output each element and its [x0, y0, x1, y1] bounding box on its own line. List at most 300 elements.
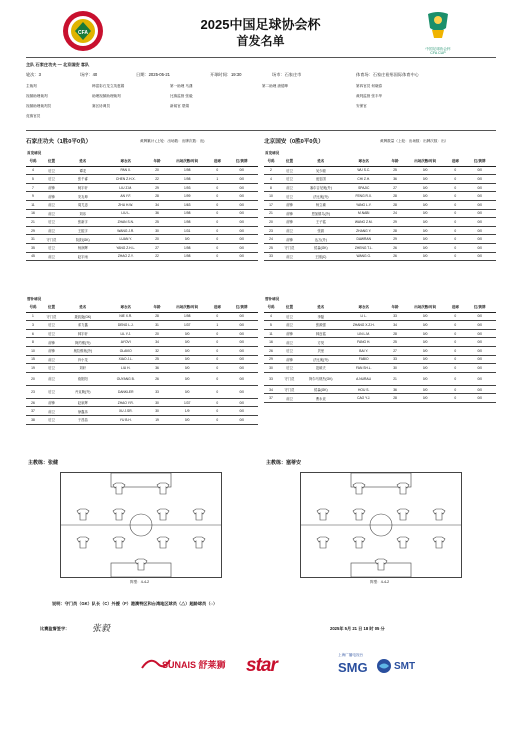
table-row [264, 192, 496, 201]
table-cell: WANG G. [341, 252, 387, 261]
table-cell: 29 [264, 355, 278, 364]
table-cell: 0/0 [403, 312, 447, 321]
table-cell: 前卫 [40, 226, 63, 235]
table-cell: 方昊 [301, 338, 340, 347]
table-cell: 1/31 [165, 226, 209, 235]
cfa-cup-logo [418, 10, 458, 54]
table-cell: 3 [26, 321, 40, 330]
table-cell: 张新宇 [63, 218, 102, 227]
column-header: 号码 [26, 304, 40, 312]
table-cell: 0/0 [463, 192, 496, 201]
table-cell: 24 [264, 235, 278, 244]
table-cell: 25 [149, 355, 165, 364]
column-header: 号码 [264, 158, 278, 166]
column-header: 姓名 [63, 158, 102, 166]
table-cell: 0/0 [225, 183, 258, 192]
teams-line: 主队 石家庄功夫 — 北京国安 客队 [26, 62, 90, 67]
away-formation: 阵型：4-4-2 [370, 580, 390, 584]
official-cell: 比赛监督 张毅 [170, 94, 193, 98]
table-cell: 0/0 [463, 218, 496, 227]
table-cell: LIL Y.J. [103, 329, 149, 338]
table-cell: 前卫 [40, 372, 63, 385]
table-cell: LIU Z.M. [103, 183, 149, 192]
home-coach: 主教练：张健 [28, 460, 59, 466]
table-cell: 0/0 [403, 243, 447, 252]
table-cell: 法比奥(外) [301, 355, 340, 364]
table-cell: 0/0 [463, 183, 496, 192]
table-cell: 0/0 [165, 346, 209, 355]
table-cell: 0/0 [403, 394, 447, 403]
table-row [26, 218, 258, 227]
table-cell: 周尤忠 [63, 200, 102, 209]
player-shirt-icon [353, 509, 365, 520]
table-cell: 0/0 [225, 209, 258, 218]
table-cell: 阮阳(GK) [63, 235, 102, 244]
column-header: 进球 [447, 158, 463, 166]
table-row [264, 385, 496, 394]
player-shirt-icon [113, 483, 125, 494]
table-cell: 15 [26, 355, 40, 364]
table-cell: 刘轩 [63, 364, 102, 373]
table-row [26, 252, 258, 261]
player-shirt-icon [113, 537, 125, 548]
table-cell: 2 [264, 166, 278, 175]
table-cell: 26 [264, 346, 278, 355]
table-cell: 0 [447, 226, 463, 235]
table-cell: 0/0 [403, 355, 447, 364]
table-cell: 1/98 [165, 243, 209, 252]
table-row [264, 364, 496, 373]
column-header: 姓名 [63, 304, 102, 312]
table-cell: 0/0 [463, 200, 496, 209]
table-row [264, 218, 496, 227]
table-cell: 后卫 [40, 385, 63, 398]
table-cell: 前卫 [278, 183, 301, 192]
table-cell: 0/0 [225, 200, 258, 209]
table-cell: 王振宇 [63, 226, 102, 235]
table-cell: 张源 [301, 226, 340, 235]
table-cell: LIU H. [103, 364, 149, 373]
table-cell: 0/0 [463, 209, 496, 218]
table-cell: 23 [26, 385, 40, 398]
table-cell: 0/0 [165, 235, 209, 244]
player-shirt-icon [157, 537, 169, 548]
city-field: 场市：石家庄市 [272, 72, 302, 77]
table-cell: PAN X. [103, 166, 149, 175]
table-cell: 28 [387, 329, 403, 338]
table-cell: 0/0 [165, 372, 209, 385]
table-cell: 肖小龙 [63, 355, 102, 364]
player-shirt-icon [353, 537, 365, 548]
table-cell: 阿尔马纳杰(GK) [301, 372, 340, 385]
table-cell: 0/0 [225, 235, 258, 244]
table-cell: 30 [149, 226, 165, 235]
table-cell: 王子铭 [301, 218, 340, 227]
table-cell: 0 [447, 346, 463, 355]
table-cell: 25 [387, 166, 403, 175]
table-cell: FABIO [341, 355, 387, 364]
table-cell: 0/0 [225, 243, 258, 252]
table-cell: 11 [264, 329, 278, 338]
table-cell: 守门员 [278, 372, 301, 385]
table-cell: 0/0 [463, 175, 496, 184]
table-cell: 29 [26, 226, 40, 235]
home-team-record: 石家庄功夫（1胜0平0负） [26, 139, 92, 145]
table-cell: FENG R.X. [341, 192, 387, 201]
table-cell: 后卫 [278, 166, 301, 175]
table-row [26, 209, 258, 218]
table-cell: 37 [264, 394, 278, 403]
table-cell: 后卫 [278, 346, 301, 355]
away-team-record: 北京国安（0胜0平0负） [264, 139, 324, 145]
table-cell: 王刚(C) [301, 252, 340, 261]
table-cell: YANG L.Y. [341, 200, 387, 209]
table-cell: 0/0 [165, 364, 209, 373]
table-cell: 30 [149, 407, 165, 416]
player-shirt-icon [193, 509, 205, 520]
table-cell: 0 [209, 372, 225, 385]
table-cell: 0/0 [463, 372, 496, 385]
table-row [26, 364, 258, 373]
table-row [264, 209, 496, 218]
table-cell: 29 [387, 218, 403, 227]
table-cell: FANG H. [341, 338, 387, 347]
column-header: 球衣名 [341, 158, 387, 166]
table-cell: 0 [209, 407, 225, 416]
table-cell: 0 [447, 218, 463, 227]
table-cell: 33 [264, 372, 278, 385]
table-cell: 前锋 [278, 355, 301, 364]
column-header: 红/黄牌 [463, 304, 496, 312]
table-cell: 27 [387, 346, 403, 355]
column-header: 位置 [278, 158, 301, 166]
table-cell: 22 [149, 175, 165, 184]
column-header: 出场次数/时间 [403, 158, 447, 166]
table-cell: 30 [264, 364, 278, 373]
table-cell: 0 [209, 398, 225, 407]
table-cell: 0 [209, 200, 225, 209]
column-header: 进球 [209, 158, 225, 166]
table-cell: WANG J.R. [103, 226, 149, 235]
table-cell: 1/98 [165, 252, 209, 261]
table-cell: ZHU H.W. [103, 200, 149, 209]
table-cell: 0 [209, 385, 225, 398]
table-header-row [26, 304, 258, 312]
table-cell: 1 [209, 175, 225, 184]
table-row [26, 329, 258, 338]
star-sponsor-logo: star [246, 655, 277, 676]
table-cell: 贝里 [301, 346, 340, 355]
table-cell: 7 [26, 183, 40, 192]
sunais-sponsor-logo: SUNAIS 舒莱狮 [140, 654, 220, 684]
table-row [264, 200, 496, 209]
table-row [264, 321, 496, 330]
official-cell: 视频助理裁判 [26, 94, 48, 98]
column-header: 出场次数/时间 [165, 158, 209, 166]
table-row [26, 192, 258, 201]
official-cell: 视频助理裁判员 [26, 104, 52, 108]
table-cell: 33 [387, 312, 403, 321]
table-cell: 0/0 [225, 321, 258, 330]
table-cell: 0 [447, 200, 463, 209]
table-cell: ZHANG Y. [341, 226, 387, 235]
table-cell: 31 [149, 321, 165, 330]
official-cell: 第二助理 唐德坤 [262, 84, 289, 88]
header-divider [26, 57, 496, 58]
table-cell: 34 [387, 321, 403, 330]
table-row [264, 252, 496, 261]
table-row [26, 415, 258, 424]
table-cell: 5 [264, 321, 278, 330]
table-cell: 前卫 [278, 394, 301, 403]
player-shirt-icon [113, 509, 125, 520]
table-cell: 安友坤 [63, 192, 102, 201]
smt-globe-icon [376, 658, 392, 674]
cfa-cup-caption: 中国足球协会杯 [425, 47, 451, 51]
table-cell: 0/0 [403, 252, 447, 261]
table-cell: 8 [26, 338, 40, 347]
table-cell: 0/0 [165, 385, 209, 398]
table-cell: CAO Y.J. [341, 394, 387, 403]
table-row [26, 346, 258, 355]
table-cell: 前卫 [278, 252, 301, 261]
table-cell: 前锋 [278, 329, 301, 338]
home-subs-table [26, 304, 258, 425]
table-cell: 6 [26, 329, 40, 338]
official-cell: 助理视频助理裁判 [92, 94, 121, 98]
table-cell: 后卫 [278, 364, 301, 373]
table-cell: 0/0 [225, 312, 258, 321]
table-cell: AN Y.F. [103, 192, 149, 201]
round-field: 轮次：3 [26, 72, 41, 77]
table-cell: 19 [26, 364, 40, 373]
player-shirt-icon [353, 483, 365, 494]
home-formation-pitch [60, 472, 222, 578]
table-cell: 柯宇轩 [63, 183, 102, 192]
table-cell: 0/0 [403, 200, 447, 209]
table-cell: 前锋 [278, 200, 301, 209]
table-cell: 0/0 [463, 252, 496, 261]
table-cell: 20 [149, 329, 165, 338]
table-cell: ZHAO Z.Y. [103, 252, 149, 261]
table-cell: 20 [149, 166, 165, 175]
table-cell: 28 [387, 226, 403, 235]
table-cell: 0/0 [225, 192, 258, 201]
table-cell: 31 [26, 235, 40, 244]
table-row [26, 372, 258, 385]
table-cell: OUYANG B. [103, 372, 149, 385]
table-cell: 0/0 [463, 338, 496, 347]
table-cell: 谭龙 [63, 166, 102, 175]
officials-divider [26, 130, 496, 131]
away-subs-title: 替补球员 [265, 297, 280, 301]
column-header: 号码 [26, 158, 40, 166]
player-shirt-icon [433, 537, 445, 548]
table-cell: 前锋 [40, 398, 63, 407]
table-cell: 前卫 [40, 209, 63, 218]
player-shirt-icon [397, 509, 409, 520]
table-cell: 1 [209, 321, 225, 330]
table-cell: 0/0 [225, 415, 258, 424]
table-cell: 26 [26, 398, 40, 407]
table-cell: 前锋 [278, 218, 301, 227]
table-cell: 0 [447, 252, 463, 261]
table-row [264, 346, 496, 355]
table-cell: AYOVI [103, 338, 149, 347]
table-cell: 杨立瑜 [301, 200, 340, 209]
table-cell: 0/0 [403, 166, 447, 175]
column-header: 红/黄牌 [225, 158, 258, 166]
table-cell: 后卫 [278, 175, 301, 184]
table-cell: 赵泉辉 [63, 398, 102, 407]
table-cell: 0 [209, 338, 225, 347]
table-cell: 0/0 [463, 355, 496, 364]
table-cell: 0/0 [225, 226, 258, 235]
table-cell: 0/0 [225, 338, 258, 347]
table-cell: 张源强 [301, 321, 340, 330]
table-cell: LIN L.M. [341, 329, 387, 338]
table-cell: 16 [26, 209, 40, 218]
table-cell: 赵宇雨 [63, 252, 102, 261]
table-cell: ZHAN S.N. [103, 218, 149, 227]
table-cell: 0/0 [463, 235, 496, 244]
table-cell: 0 [447, 329, 463, 338]
column-header: 姓名 [301, 304, 340, 312]
table-cell: 前卫 [40, 407, 63, 416]
trophy-icon [418, 10, 458, 42]
table-cell: 前卫 [278, 226, 301, 235]
table-cell: 0/0 [463, 226, 496, 235]
table-cell: 8 [264, 183, 278, 192]
official-cell: 安保官 [356, 104, 367, 108]
table-cell: 吴少聪 [301, 166, 340, 175]
table-row [26, 355, 258, 364]
table-cell: 欧阳阳 [63, 372, 102, 385]
table-cell: 45 [26, 252, 40, 261]
table-cell: 0/0 [225, 218, 258, 227]
table-cell: 35 [26, 243, 40, 252]
column-header: 年龄 [149, 158, 165, 166]
table-cell: ZHAO Y.R. [103, 398, 149, 407]
table-cell: 0/0 [225, 346, 258, 355]
table-row [26, 321, 258, 330]
table-cell: 0 [447, 312, 463, 321]
table-cell: 达万(外) [301, 235, 340, 244]
table-cell: 0 [209, 415, 225, 424]
table-cell: 0 [447, 364, 463, 373]
table-cell: XIAO J.L. [103, 355, 149, 364]
column-header: 红/黄牌 [225, 304, 258, 312]
table-cell: 0/0 [225, 364, 258, 373]
table-cell: 塞尔吉尼奥(外) [301, 183, 340, 192]
table-cell: 1/98 [165, 218, 209, 227]
away-subs-table [264, 304, 496, 403]
table-cell: 0/0 [225, 252, 258, 261]
cfa-cup-caption-en: CFA CUP [430, 51, 446, 56]
table-row [26, 398, 258, 407]
table-cell: 26 [387, 243, 403, 252]
table-cell: LUAN Y. [103, 235, 149, 244]
table-cell: 守门员 [278, 243, 301, 252]
table-cell: 后卫 [40, 321, 63, 330]
date-field: 日期：2025-05-21 [136, 72, 170, 77]
table-cell: 22 [149, 252, 165, 261]
table-cell: 36 [149, 364, 165, 373]
table-cell: 0/0 [403, 209, 447, 218]
table-cell: 0 [447, 183, 463, 192]
table-row [264, 394, 496, 403]
column-header: 球衣名 [341, 304, 387, 312]
table-cell: 前锋 [40, 338, 63, 347]
table-cell: CHI Z.H. [341, 175, 387, 184]
official-cell: 主裁判 [26, 84, 37, 88]
table-cell: 30 [149, 398, 165, 407]
table-cell: 26 [387, 252, 403, 261]
table-cell: 侯森(GK) [301, 385, 340, 394]
table-cell: 32 [149, 346, 165, 355]
table-cell: 李磊 [301, 312, 340, 321]
home-starters-table [26, 158, 258, 261]
table-cell: 刘乐 [63, 209, 102, 218]
table-cell: 0 [209, 346, 225, 355]
table-cell: 30 [387, 364, 403, 373]
column-header: 位置 [40, 304, 63, 312]
table-cell: 25 [149, 218, 165, 227]
table-cell: 0 [447, 243, 463, 252]
away-starters-table [264, 158, 496, 261]
table-cell: 0 [209, 226, 225, 235]
smg-sponsor-logo: 上海广播电视台 SMG SMT [338, 653, 416, 675]
svg-text:CFA: CFA [78, 30, 88, 36]
table-cell: 后卫 [40, 243, 63, 252]
column-header: 号码 [264, 304, 278, 312]
table-cell: 0 [209, 312, 225, 321]
table-cell: 林宇轩 [63, 329, 102, 338]
table-row [264, 372, 496, 385]
table-cell: WANG Z.M. [341, 218, 387, 227]
table-cell: 34 [264, 385, 278, 394]
table-cell: 0/0 [403, 183, 447, 192]
table-cell: 0 [209, 209, 225, 218]
table-cell: 33 [149, 385, 165, 398]
table-cell: 阿约维(外) [63, 338, 102, 347]
table-cell: DENG L.J. [103, 321, 149, 330]
table-cell: DAWRAN [341, 235, 387, 244]
table-cell: 0/0 [403, 346, 447, 355]
table-cell: 0/0 [225, 385, 258, 398]
table-cell: 前锋 [40, 192, 63, 201]
table-cell: HOU S. [341, 385, 387, 394]
table-cell: 0/0 [403, 192, 447, 201]
table-cell: 33 [264, 252, 278, 261]
table-cell: 0/0 [403, 175, 447, 184]
table-cell: 丹克勒(外) [63, 385, 102, 398]
table-cell: 0/0 [403, 364, 447, 373]
table-row [26, 175, 258, 184]
table-cell: 0 [209, 218, 225, 227]
table-cell: 1/98 [165, 175, 209, 184]
table-cell: 奥拉维奥(外) [63, 346, 102, 355]
player-shirt-icon [77, 537, 89, 548]
table-cell: 0/0 [403, 338, 447, 347]
table-cell: 26 [149, 372, 165, 385]
table-cell: 36 [149, 209, 165, 218]
official-cell: 赛区协调员 [92, 104, 110, 108]
table-row [26, 338, 258, 347]
table-cell: 28 [387, 394, 403, 403]
table-cell: 法比奥(外) [301, 192, 340, 201]
table-cell: 林良铭 [301, 329, 340, 338]
